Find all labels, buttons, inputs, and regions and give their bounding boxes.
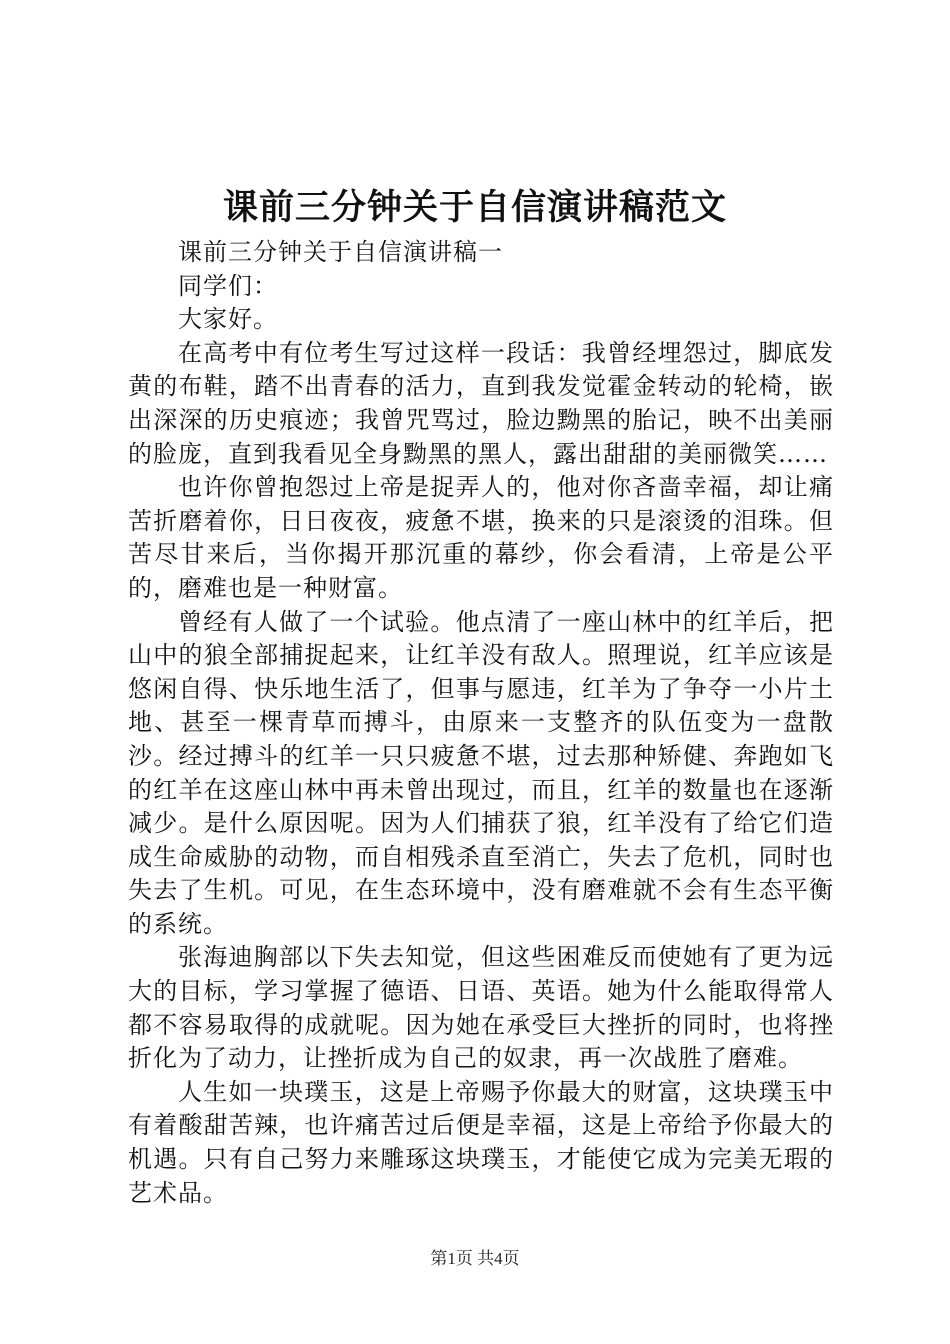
paragraph: 在高考中有位考生写过这样一段话：我曾经埋怨过，脚底发黄的布鞋，踏不出青春的活力，直到我发觉霍金转动的轮椅，嵌出深深的历史痕迹；我曾咒骂过，脸边黝黑的胎记，映不出美丽的脸庞，直到我看见全身黝黑的黑人，露出甜甜的美丽微笑……	[128, 338, 834, 468]
paragraph: 同学们：	[178, 271, 278, 300]
document-title: 课前三分钟关于自信演讲稿范文	[222, 187, 727, 228]
paragraph: 大家好。	[178, 305, 278, 334]
paragraph: 也许你曾抱怨过上帝是捉弄人的，他对你吝啬幸福，却让痛苦折磨着你，日日夜夜，疲惫不堪，换来的只是滚烫的泪珠。但苦尽甘来后，当你揭开那沉重的幕纱，你会看清，上帝是公平的，磨难也是一种财富。	[128, 473, 834, 602]
paragraph: 张海迪胸部以下失去知觉，但这些困难反而使她有了更为远大的目标，学习掌握了德语、日语、英语。她为什么能取得常人都不容易取得的成就呢。因为她在承受巨大挫折的同时，也将挫折化为了动力，让挫折成为自己的奴隶，再一次战胜了磨难。	[128, 943, 834, 1073]
paragraph: 曾经有人做了一个试验。他点清了一座山林中的红羊后，把山中的狼全部捕捉起来，让红羊没有敌人。照理说，红羊应该是悠闲自得、快乐地生活了，但事与愿违，红羊为了争夺一小片土地、甚至一棵青草而搏斗，由原来一支整齐的队伍变为一盘散沙。经过搏斗的红羊一只只疲惫不堪，过去那种矫健、奔跑如飞的红羊在这座山林中再未曾出现过，而且，红羊的数量也在逐渐减少。是什么原因呢。因为人们捕获了狼，红羊没有了给它们造成生命威胁的动物，而自相残杀直至消亡，失去了危机，同时也失去了生机。可见，在生态环境中，没有磨难就不会有生态平衡的系统。	[128, 607, 834, 938]
paragraph: 人生如一块璞玉，这是上帝赐予你最大的财富，这块璞玉中有着酸甜苦辣，也许痛苦过后便是幸福，这是上帝给予你最大的机遇。只有自己努力来雕琢这块璞玉，才能使它成为完美无瑕的艺术品。	[128, 1077, 834, 1207]
document-body	[128, 236, 834, 1210]
page-number-footer: 第1页 共4页	[430, 1249, 520, 1268]
paragraph: 课前三分钟关于自信演讲稿一	[178, 238, 503, 266]
